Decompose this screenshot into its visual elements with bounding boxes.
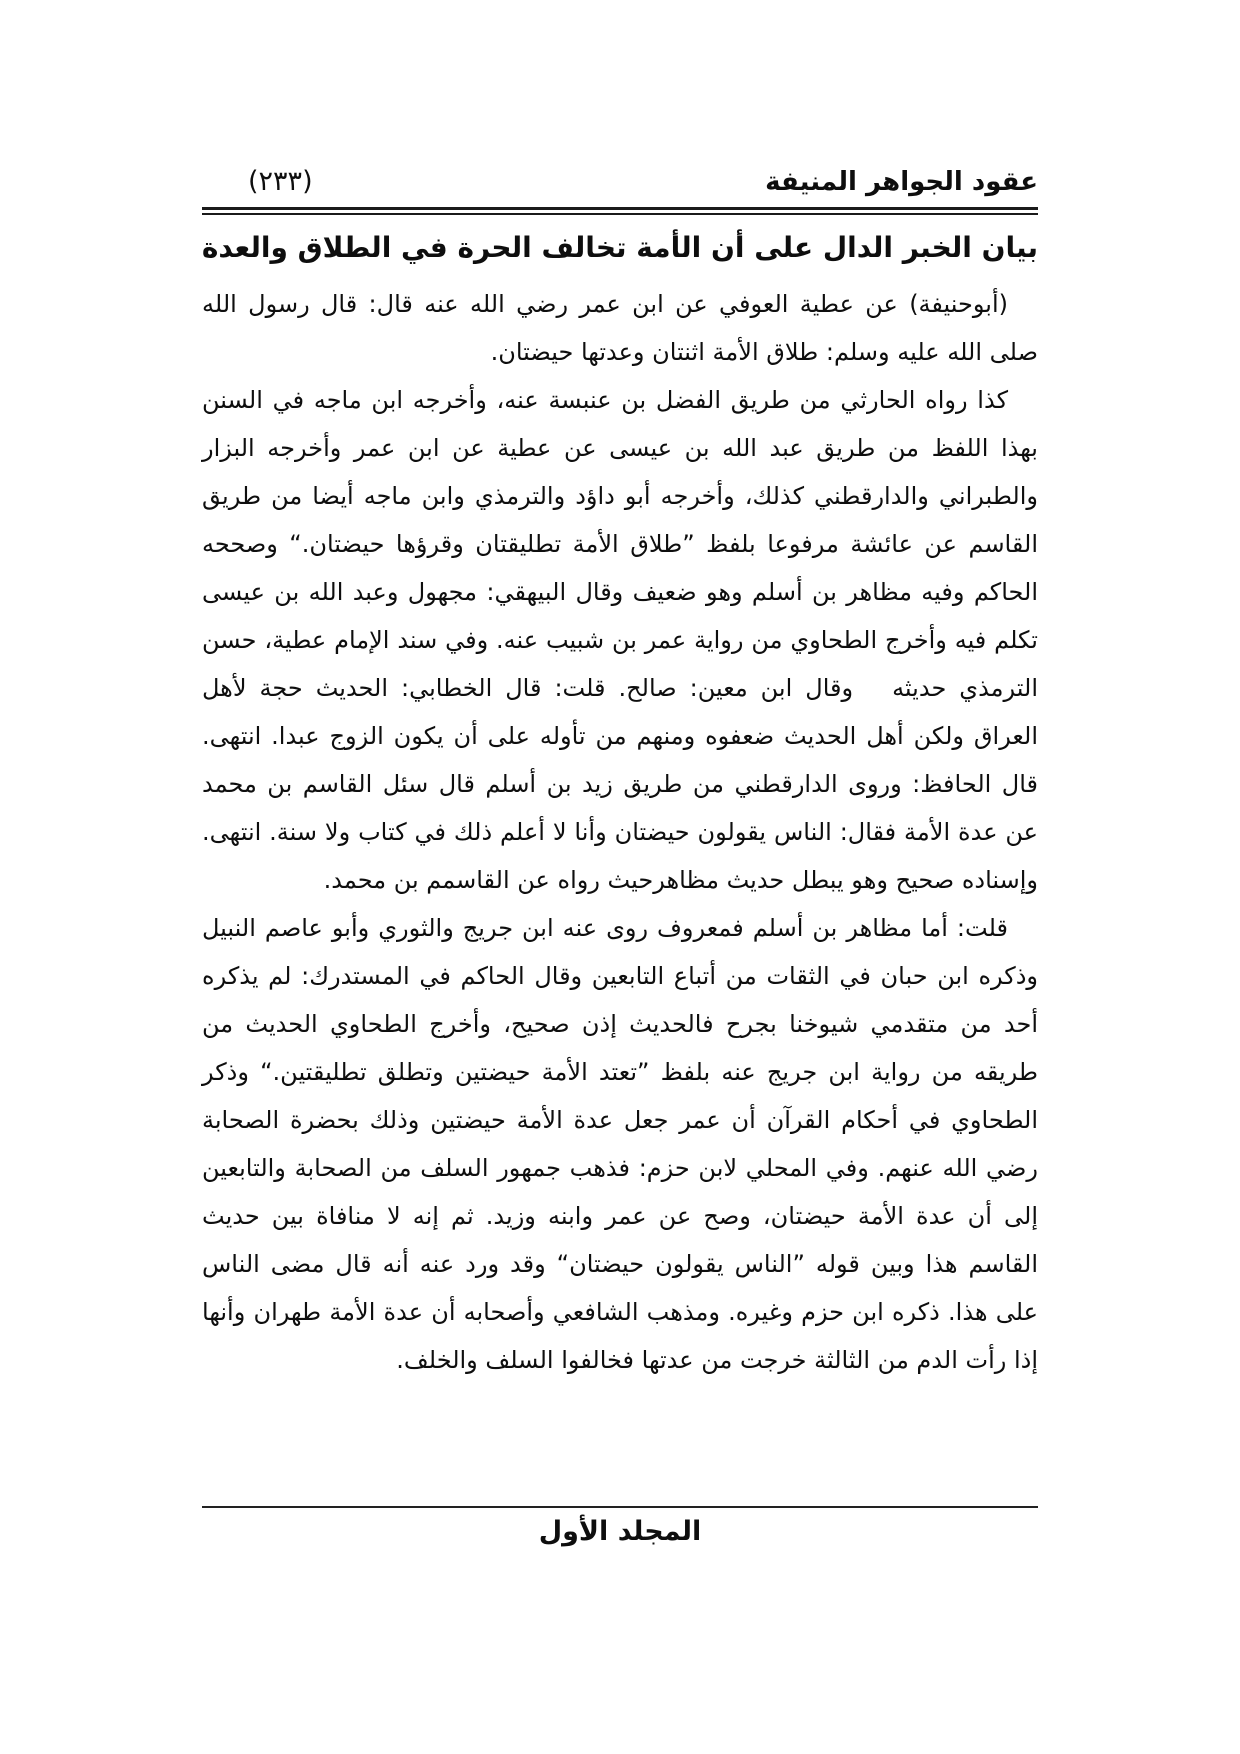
- book-title: عقود الجواهر المنيفة: [765, 167, 1038, 197]
- volume-label: المجلد الأول: [538, 1516, 702, 1547]
- section-title: بيان الخبر الدال على أن الأمة تخالف الحرة في الطلاق والعدة: [201, 231, 1038, 264]
- page-content: [202, 0, 1038, 1384]
- paragraph-takhrij: كذا رواه الحارثي من طريق الفضل بن عنبسة عنه، وأخرجه ابن ماجه في السنن بهذا اللفظ من طريق عبد الله بن عيسى عن عطية عن ابن عمر وأخرجه البزار والطبراني والدارقطني كذلك، وأخرجه أبو داؤد والترمذي وابن ماجه أيضا من طريق القاسم عن عائشة مرفوعا بلفظ ”طلاق الأمة تطليقتان وقرؤها حيضتان.“ وصححه الحاكم وفيه مظاهر بن أسلم وهو ضعيف وقال البيهقي: مجهول وعبد الله بن عيسى تكلم فيه وأخرج الطحاوي من رواية عمر بن شبيب عنه. وفي سند الإمام عطية، حسن الترمذي حديثه وقال ابن معين: صالح. قلت: قال الخطابي: الحديث حجة لأهل العراق ولكن أهل الحديث ضعفوه ومنهم من تأوله على أن يكون الزوج عبدا. انتهى. قال الحافظ: وروى الدارقطني من طريق زيد بن أسلم قال سئل القاسم بن محمد عن عدة الأمة فقال: الناس يقولون حيضتان وأنا لا أعلم ذلك في كتاب ولا سنة. انتهى. وإسناده صحيح وهو يبطل حديث مظاهرحيث رواه عن القاسمم بن محمد.: [202, 386, 1038, 894]
- page-number: (٢٣٣): [248, 166, 313, 197]
- page-footer: [202, 1506, 1038, 1547]
- footer-divider: [202, 1506, 1038, 1508]
- paragraph-hadith: (أبوحنيفة) عن عطية العوفي عن ابن عمر رضي الله عنه قال: قال رسول الله صلى الله عليه وسلم: طلاق الأمة اثنتان وعدتها حيضتان.: [202, 290, 1038, 366]
- header-divider: [202, 207, 1038, 215]
- paragraph-commentary: قلت: أما مظاهر بن أسلم فمعروف روى عنه ابن جريج والثوري وأبو عاصم النبيل وذكره ابن حبان في الثقات من أتباع التابعين وقال الحاكم في المستدرك: لم يذكره أحد من متقدمي شيوخنا بجرح فالحديث إذن صحيح، وأخرج الطحاوي الحديث من طريقه من رواية ابن جريج عنه بلفظ ”تعتد الأمة حيضتين وتطلق تطليقتين.“ وذكر الطحاوي في أحكام القرآن أن عمر جعل عدة الأمة حيضتين وذلك بحضرة الصحابة رضي الله عنهم. وفي المحلي لابن حزم: فذهب جمهور السلف من الصحابة والتابعين إلى أن عدة الأمة حيضتان، وصح عن عمر وابنه وزيد. ثم إنه لا منافاة بين حديث القاسم هذا وبين قوله ”الناس يقولون حيضتان“ وقد ورد عنه أنه قال مضى الناس على هذا. ذكره ابن حزم وغيره. ومذهب الشافعي وأصحابه أن عدة الأمة طهران وأنها إذا رأت الدم من الثالثة خرجت من عدتها فخالفوا السلف والخلف.: [202, 914, 1038, 1374]
- page-header: [202, 166, 1038, 207]
- body-text: [202, 280, 1038, 1384]
